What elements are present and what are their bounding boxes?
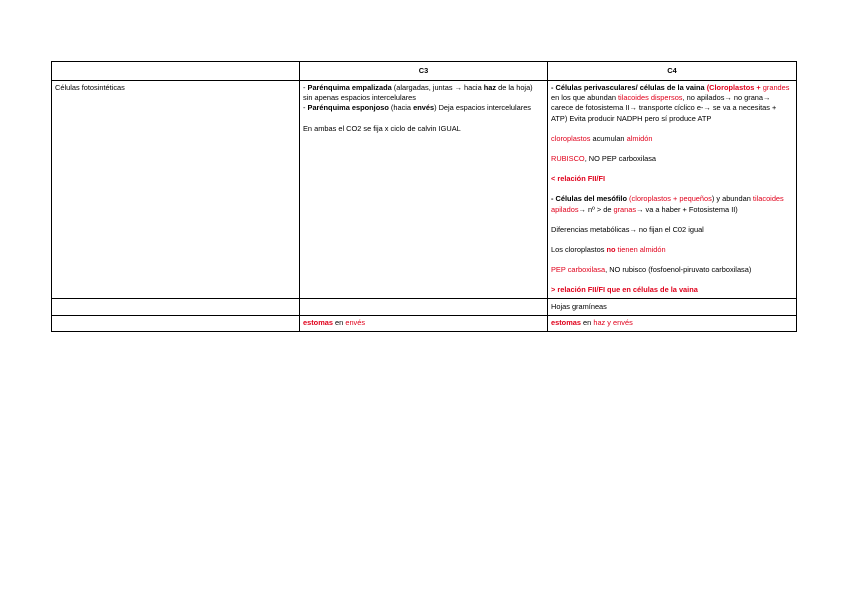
c3-line-esponjoso: [303, 103, 544, 113]
text: → va a haber + Fotosistema II): [636, 204, 738, 214]
c4-diferencias: Diferencias metabólicas→ no fijan el C02 igual: [551, 224, 704, 234]
text: en: [581, 317, 594, 327]
red-text: cloroplastos: [551, 133, 591, 143]
red-text: granas: [613, 204, 637, 214]
bold-term: envés: [413, 103, 435, 113]
bold-term: haz: [483, 83, 497, 92]
red-text: RUBISCO: [551, 154, 585, 164]
text: → nº > de: [578, 204, 614, 214]
c4-mesofilo: [551, 194, 793, 214]
c4-cell[interactable]: Hojas gramíneas: [548, 298, 797, 315]
c4-no-almidon: [551, 245, 793, 255]
red-text: (cloroplastos + pequeños: [626, 194, 712, 204]
red-bold-text: estomas: [551, 317, 581, 327]
header-cell-c3[interactable]: C3: [300, 62, 548, 81]
header-cell-c4[interactable]: C4: [548, 62, 797, 81]
text: , NO PEP carboxilasa: [584, 154, 657, 164]
header-row: [52, 62, 797, 81]
text: en los que abundan: [551, 93, 618, 103]
c4-cell[interactable]: [548, 315, 797, 331]
c4-perivascular: [551, 83, 793, 124]
c4-almidon: [551, 134, 793, 144]
c3-cell[interactable]: [300, 298, 548, 315]
text: de la hoja) sin apenas espacios intercelulares: [303, 83, 533, 103]
header-cell-empty[interactable]: [52, 62, 300, 81]
text: Los cloroplastos: [551, 245, 607, 255]
red-text: PEP carboxilasa: [551, 265, 606, 275]
red-text: tilacoides dispersos: [618, 93, 683, 103]
red-text: grandes: [762, 83, 790, 92]
c3-cell[interactable]: [300, 315, 548, 331]
c3-cell[interactable]: [300, 81, 548, 299]
c4-relacion-menor: < relación FII/FI: [551, 174, 606, 184]
red-text: almidón: [626, 133, 653, 143]
red-text: haz y envés: [593, 317, 633, 327]
comparison-table: [51, 61, 797, 332]
text: (hacia: [388, 103, 414, 113]
c4-rubisco: [551, 154, 793, 164]
red-bold-text: no: [606, 245, 616, 255]
row-label-cell[interactable]: [52, 298, 300, 315]
c3-line-empalizada: [303, 83, 544, 103]
text: (alargadas, juntas → hacia: [391, 83, 484, 92]
bold-term: - Células perivasculares/ células de la vaina: [551, 83, 705, 92]
c4-relacion-mayor: > relación FII/FI que en células de la vaina: [551, 285, 698, 295]
row-label-cell[interactable]: [52, 315, 300, 331]
text: acumulan: [590, 133, 627, 143]
bold-term: Parénquima empalizada: [307, 83, 392, 92]
c4-pep: [551, 265, 793, 275]
c4-cell[interactable]: [548, 81, 797, 299]
bold-term: - Células del mesófilo: [551, 194, 627, 204]
red-text: tilacoides apilados: [551, 194, 784, 214]
red-text: envés: [345, 317, 366, 327]
text: , NO rubisco (fosfoenol-piruvato carboxilasa): [605, 265, 752, 275]
c3-note: En ambas el CO2 se fija x ciclo de calvin IGUAL: [303, 123, 461, 133]
text: ) Deja espacios intercelulares: [434, 103, 532, 113]
table-row: [52, 298, 797, 315]
red-bold-text: (Cloroplastos +: [704, 83, 763, 92]
text: , no apilados→ no grana→ carece de fotosistema II→ transporte cíclico e-→ se va a necesitas + ATP) Evita producir NADPH pero sí produce ATP: [551, 93, 777, 123]
dash: -: [303, 83, 308, 92]
text: ) y abundan: [711, 194, 753, 204]
red-text: tienen almidón: [615, 245, 666, 255]
table-row: [52, 81, 797, 299]
bold-term: Parénquima esponjoso: [307, 103, 389, 113]
red-bold-text: estomas: [303, 317, 333, 327]
text: en: [333, 317, 346, 327]
row-label-cell[interactable]: Células fotosintéticas: [52, 81, 300, 299]
dash: -: [303, 103, 308, 113]
table-row: [52, 315, 797, 331]
